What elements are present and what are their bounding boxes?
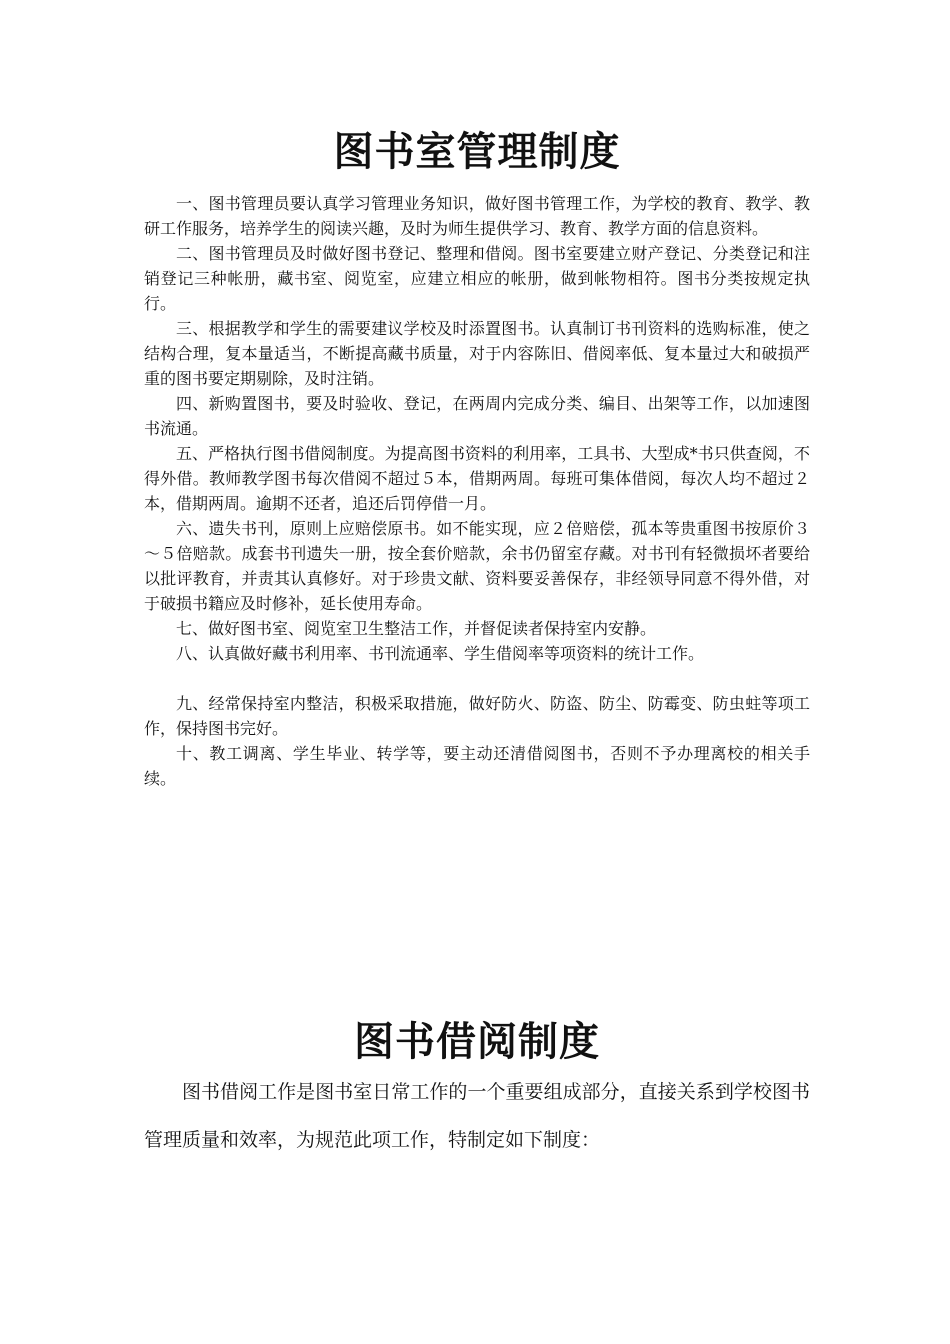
rule-7: 七、做好图书室、阅览室卫生整洁工作，并督促读者保持室内安静。 (176, 619, 657, 638)
rule-2: 二、图书管理员及时做好图书登记、整理和借阅。图书室要建立财产登记、分类登记和注销登记三种帐册，藏书室、阅览室，应建立相应的帐册，做到帐物相符。图书分类按规定执行。 (144, 244, 810, 313)
rule-3: 三、根据教学和学生的需要建议学校及时添置图书。认真制订书刊资料的选购标准，使之结构合理，复本量适当，不断提高藏书质量，对于内容陈旧、借阅率低、复本量过大和破损严重的图书要定期剔除，及时注销。 (144, 319, 810, 388)
section-title: 图书借阅制度 (354, 1019, 600, 1065)
page-title: 图书室管理制度 (333, 129, 621, 175)
rule-4: 四、新购置图书，要及时验收、登记，在两周内完成分类、编目、出架等工作，以加速图书流通。 (144, 394, 810, 438)
intro-paragraph: 图书借阅工作是图书室日常工作的一个重要组成部分，直接关系到学校图书管理质量和效率，为规范此项工作，特制定如下制度： (144, 1081, 810, 1151)
rule-6: 六、遗失书刊，原则上应赔偿原书。如不能实现，应２倍赔偿，孤本等贵重图书按原价３～５倍赔款。成套书刊遗失一册，按全套价赔款，余书仍留室存藏。对书刊有轻微损坏者要给以批评教育，并责其认真修好。对于珍贵文献、资料要妥善保存，非经领导同意不得外借，对于破损书籍应及时修补，延长使用寿命。 (144, 519, 810, 613)
rule-10: 十、教工调离、学生毕业、转学等，要主动还清借阅图书，否则不予办理离校的相关手续。 (144, 744, 810, 788)
rule-8: 八、认真做好藏书利用率、书刊流通率、学生借阅率等项资料的统计工作。 (176, 644, 705, 663)
rule-9: 九、经常保持室内整洁，积极采取措施，做好防火、防盗、防尘、防霉变、防虫蛀等项工作，保持图书完好。 (144, 694, 810, 738)
book-borrowing-section (144, 1018, 810, 1164)
rule-5: 五、严格执行图书借阅制度。为提高图书资料的利用率，工具书、大型成*书只供查阅，不得外借。教师教学图书每次借阅不超过５本，借期两周。每班可集体借阅，每次人均不超过２本，借期两周。逾期不还者，追还后罚停借一月。 (144, 444, 810, 513)
library-management-section (144, 128, 810, 791)
rule-1: 一、图书管理员要认真学习管理业务知识，做好图书管理工作，为学校的教育、教学、教研工作服务，培养学生的阅读兴趣，及时为师生提供学习、教育、教学方面的信息资料。 (144, 194, 810, 238)
